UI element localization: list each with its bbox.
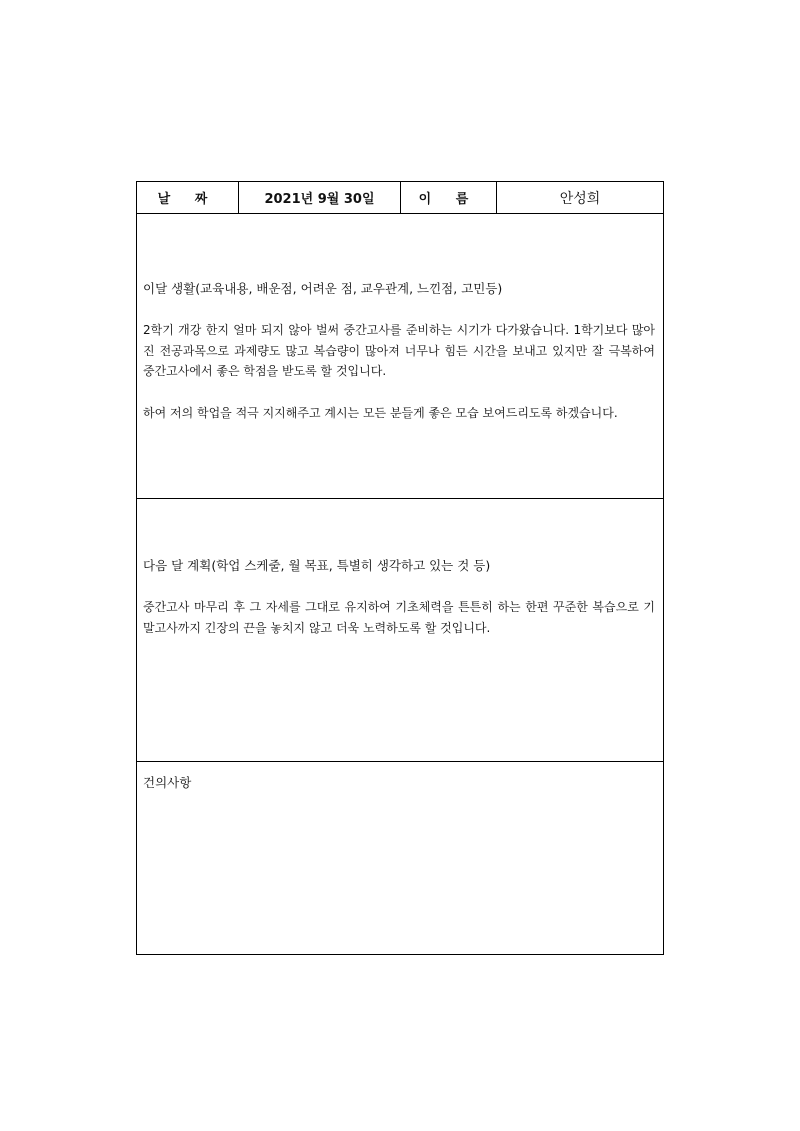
monthly-life-title: 이달 생활(교육내용, 배운점, 어려운 점, 교우관계, 느낀점, 고민등) bbox=[143, 281, 503, 296]
next-month-plan-paragraph-1: 중간고사 마무리 후 그 자세를 그대로 유지하여 기초체력을 튼튼히 하는 한편 꾸준한 복습으로 기말고사까지 긴장의 끈을 놓치지 않고 더욱 노력하도록 할 것입니다. bbox=[143, 600, 655, 635]
monthly-life-paragraph-2: 하여 저의 학업을 적극 지지해주고 계시는 모든 분들게 좋은 모습 보여드리도록 하겠습니다. bbox=[143, 406, 618, 420]
header-row bbox=[137, 182, 663, 214]
name-value: 안성희 bbox=[559, 190, 601, 207]
monthly-life-section bbox=[137, 214, 663, 499]
date-value: 2021년 9월 30일 bbox=[239, 182, 401, 213]
report-form bbox=[136, 181, 664, 955]
next-month-plan-title: 다음 달 계획(학업 스케줄, 월 목표, 특별히 생각하고 있는 것 등) bbox=[143, 558, 491, 573]
suggestions-title: 건의사항 bbox=[143, 775, 192, 790]
date-label: 날 짜 bbox=[137, 182, 239, 213]
name-label: 이 름 bbox=[401, 182, 497, 213]
suggestions-section bbox=[137, 762, 663, 954]
next-month-plan-section bbox=[137, 499, 663, 762]
monthly-life-paragraph-1: 2학기 개강 한지 얼마 되지 않아 벌써 중간고사를 준비하는 시기가 다가왔습니다. 1학기보다 많아진 전공과목으로 과제량도 많고 복습량이 많아져 너무나 힘든 시간을 보내고 있지만 잘 극복하여 중간고사에서 좋은 학점을 받도록 할 것입니다. bbox=[143, 323, 655, 378]
